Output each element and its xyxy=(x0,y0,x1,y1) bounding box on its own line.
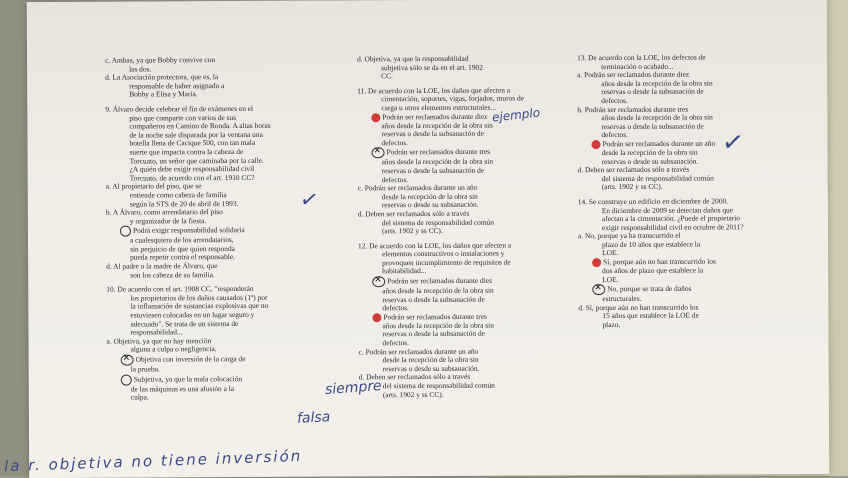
line-text: la prueba. xyxy=(130,364,160,374)
line-text: adecuado". Se trata de un sistema de xyxy=(130,318,239,329)
line-text: entiende como cabeza de familia xyxy=(129,189,227,200)
line-text: estructurales. xyxy=(602,294,642,304)
line-text: según la STS de 20 de abril de 1993. xyxy=(129,198,239,209)
line-text: d. Deben ser reclamados sólo a través xyxy=(357,208,470,219)
line-text: d. Deben ser reclamados sólo a través xyxy=(577,164,690,175)
line-text: 12. De acuerdo con la LOE, los daños que afecten a xyxy=(358,240,512,251)
line-text: ¿A quién debe exigir responsabilidad civil xyxy=(129,164,255,174)
line-text: a. Al propietario del piso, que se xyxy=(105,181,202,191)
line-text: plazo. xyxy=(602,320,621,330)
line-text: Podrán ser reclamados durante diez xyxy=(382,111,488,122)
line-text: c. Podrán ser reclamados durante un año xyxy=(357,182,478,193)
handwritten-note-falsa: falsa xyxy=(296,409,331,427)
line-text: d. Objetiva, ya que la responsabilidad xyxy=(357,53,469,64)
line-text: del sistema de responsabilidad común xyxy=(382,380,495,391)
line-text: provoquen incumplimiento de requisitos de xyxy=(382,257,511,268)
handwritten-note-ejemplo: ejemplo xyxy=(491,105,541,125)
line-text: del sistema de responsabilidad común xyxy=(381,217,495,227)
line-text: desde la recepción de la obra sin xyxy=(601,147,698,158)
line-text: exigir responsabilidad civil en octubre de 2011? xyxy=(601,222,744,232)
line-text: son los cabeza de su familia. xyxy=(130,269,215,280)
line-text: reservas o desde la subsanación de xyxy=(382,329,485,339)
line-text: estuviesen colocadas en un lugar seguro y xyxy=(130,309,255,320)
line-text: pueda repetir contra el responsable. xyxy=(130,252,235,263)
line-text: reservas o desde la subsanación de xyxy=(381,165,485,176)
line-text: defectos. xyxy=(382,303,409,313)
line-text: alguna a culpa o negligencia. xyxy=(130,344,217,354)
line-text: las dos. xyxy=(129,64,152,74)
line-text: y organizador de la fiesta. xyxy=(129,215,207,226)
line-text: de la noche sale disparada por la ventana una xyxy=(129,129,263,140)
line-text: desde la recepción de la obra sin xyxy=(382,354,479,365)
line-text: años desde la recepción de la obra sin xyxy=(381,120,493,130)
line-text: 13. De acuerdo con la LOE, los defectos de xyxy=(577,52,706,63)
line-text: reservas o desde la subsanación de xyxy=(382,294,485,304)
line-text: d. Deben ser reclamados sólo a través xyxy=(358,372,471,382)
line-text: d. La Asociación protectora, que es, la xyxy=(105,72,219,82)
line-text: Sí, porque aún no han transcurrido los xyxy=(603,256,716,267)
line-text: piso que comparte con varios de sus xyxy=(129,112,237,123)
line-text: LOE. xyxy=(602,248,619,258)
handwritten-note-siempre: siempre xyxy=(324,378,383,398)
line-text: reservas o desde la subsanación de xyxy=(381,128,484,139)
line-text: los propietarios de los daños causados (1º) por xyxy=(130,292,268,303)
column-3 xyxy=(577,53,798,330)
line-text: (arts. 1902 y ss CC). xyxy=(381,226,443,236)
line-text: suerte que impacta contra la cabeza de xyxy=(129,146,244,157)
line-text: dos años de plazo que establece la xyxy=(602,265,704,276)
line-text: Torcuato, de acuerdo con el art. 1910 CC? xyxy=(129,172,255,183)
line-text: responsable de haber asignado a xyxy=(129,80,225,91)
line-text: Bobby a Elisa y María. xyxy=(129,89,198,99)
line-text: Torcuato, un señor que caminaba por la calle. xyxy=(129,155,264,166)
line-text: Podrá exigir responsabilidad solidaria xyxy=(132,225,245,236)
line-text: 15 años que establece la LOE de xyxy=(602,311,699,321)
line-text: a. No, porque ya ha transcurrido el xyxy=(577,230,681,241)
line-text: a cualesquiera de los arrendatarios, xyxy=(129,235,234,245)
line-text: culpa. xyxy=(130,392,149,402)
line-text: defectos. xyxy=(601,130,628,140)
text-line xyxy=(578,320,798,330)
line-text: desde la recepción de la obra sin xyxy=(381,191,478,201)
line-text: Objetiva con inversión de la carga de xyxy=(135,354,246,364)
line-text: En diciembre de 2009 se detectan daños que xyxy=(601,204,734,215)
line-text: defectos. xyxy=(382,338,410,348)
line-text: afectan a la cimentación. ¿Puede el propietario xyxy=(601,213,741,224)
line-text: terminación o acabado... xyxy=(601,61,674,71)
line-text: d. Al padre o la madre de Álvaro, que xyxy=(106,261,218,271)
line-text: Podrán ser reclamados durante tres xyxy=(386,147,491,157)
line-text: la inflamación de sustancias explosivas que no xyxy=(130,301,269,311)
line-text: reservas o desde la subsanación de xyxy=(601,86,704,97)
line-text: compañeros en Camino de Ronda. A altas horas xyxy=(129,120,271,131)
line-text: 10. De acuerdo con el art. 1908 CC, "responderán xyxy=(106,284,254,294)
line-text: elementos constructivos o instalaciones y xyxy=(382,248,505,259)
line-text: años desde la recepción de la obra sin xyxy=(381,157,494,167)
line-text: d. Sí, porque aún no han transcurrido los xyxy=(578,302,699,313)
line-text: Podrán ser reclamados durante diez xyxy=(387,275,493,286)
line-text: habitabilidad... xyxy=(382,266,427,276)
line-text: Podrán ser reclamados durante tres xyxy=(383,311,487,322)
text-line xyxy=(107,393,317,403)
line-text: b. A Álvaro, como arrendatario del piso xyxy=(105,207,223,217)
line-text: años desde la recepción de la obra sin xyxy=(382,285,494,296)
line-text: c. Ambas, ya que Bobby convive con xyxy=(105,55,216,65)
line-text: subjetiva sólo se da en el art. 1902 xyxy=(381,62,483,72)
check-mark-icon: ✓ xyxy=(297,186,321,215)
line-text: años desde la recepción de la obra sin xyxy=(382,320,494,331)
column-1 xyxy=(105,56,317,403)
line-text: b. Podrán ser reclamados durante tres xyxy=(577,104,689,114)
line-text: defectos. xyxy=(601,95,628,106)
crossed-answer-icon xyxy=(372,276,385,287)
line-text: No, porque se trata de daños xyxy=(607,284,692,294)
line-text: reservas o desde su subsanación. xyxy=(381,200,479,210)
line-text: defectos. xyxy=(381,174,409,184)
line-text: plazo de 10 años que establece la xyxy=(602,239,701,249)
line-text: reservas o desde la subsanación de xyxy=(601,121,704,131)
red-answer-mark-icon xyxy=(371,113,380,122)
line-text: sin perjuicio de que quien responda xyxy=(130,243,235,254)
line-text: cimentación, soportes, vigas, forjados, muros de xyxy=(381,93,524,104)
line-text: CC. xyxy=(381,71,393,81)
line-text: de las máquinas es una alusión a la xyxy=(130,383,235,394)
line-text: responsabilidad... xyxy=(130,327,183,337)
line-text: Subjetiva, ya que la mala colocación xyxy=(133,373,243,384)
line-text: (arts. 1902 y ss CC). xyxy=(382,389,444,399)
check-mark-icon: ✓ xyxy=(720,126,746,160)
line-text: defectos. xyxy=(381,137,409,147)
crossed-answer-icon xyxy=(121,355,134,366)
line-text: 14. Se construye un edificio en diciembre de 2000. xyxy=(577,196,729,207)
line-text: 11. De acuerdo con la LOE, los daños que afecten a xyxy=(357,85,511,96)
line-text: 9. Álvaro decide celebrar el fin de exámenes en el xyxy=(105,103,254,114)
line-text: a. Objetiva, ya que no hay mención xyxy=(106,335,212,346)
text-line xyxy=(359,390,579,400)
red-answer-mark-icon xyxy=(591,140,600,149)
line-text: LOE. xyxy=(602,274,619,284)
exam-sheet xyxy=(27,0,829,478)
line-text: reservas o desde su subsanación. xyxy=(601,156,699,166)
red-answer-mark-icon xyxy=(592,258,601,267)
line-text: a. Podrán ser reclamados durante diez xyxy=(577,69,690,80)
line-text: años desde la recepción de la obra sin xyxy=(601,112,713,123)
red-answer-mark-icon xyxy=(372,313,381,322)
line-text: c. Podrán ser reclamados durante un año xyxy=(358,346,479,356)
line-text: reservas o desde su subsanación. xyxy=(382,363,480,374)
line-text: botella llena de Cacique 500, con tan mala xyxy=(129,138,256,148)
line-text: (arts. 1902 y ss CC). xyxy=(601,182,663,192)
line-text: carga u otros elementos estructurales... xyxy=(381,102,496,113)
line-text: del sistema de responsabilidad común xyxy=(601,173,714,183)
line-text: años desde la recepción de la obra sin xyxy=(601,78,713,88)
line-text: Podrán ser reclamados durante un año xyxy=(602,138,716,149)
handwritten-note-bottom: la r. objetiva no tiene inversión xyxy=(3,446,303,476)
column-2 xyxy=(357,54,579,399)
